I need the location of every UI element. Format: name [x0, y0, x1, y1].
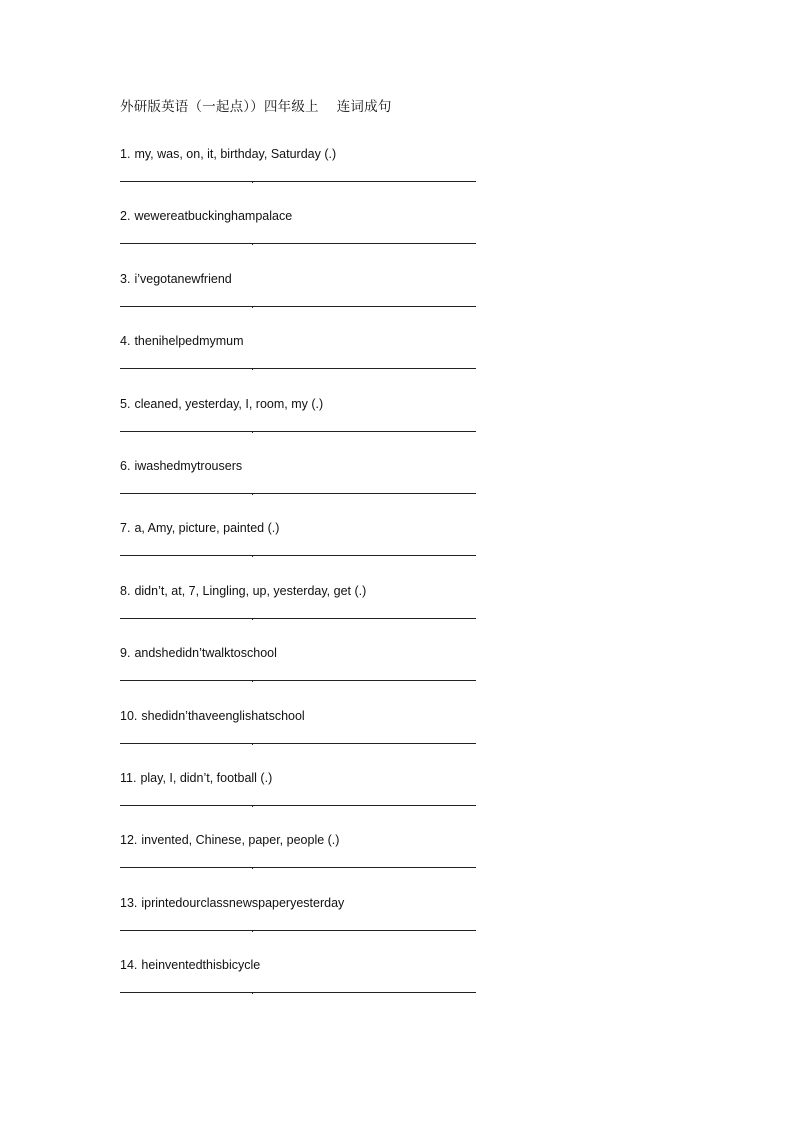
question-number: 11.	[120, 771, 137, 785]
line-tick	[252, 867, 253, 869]
question-words: a, Amy, picture, painted (.)	[134, 521, 280, 535]
line-tick	[252, 243, 253, 245]
question-text-row	[120, 957, 260, 973]
question-number: 5.	[120, 397, 131, 411]
question-text-row	[120, 832, 339, 848]
line-tick	[252, 368, 253, 370]
question-number: 1.	[120, 147, 131, 161]
answer-line[interactable]	[120, 930, 476, 931]
line-tick	[252, 493, 253, 495]
question-text-row	[120, 458, 242, 474]
question-words: iprintedourclassnewspaperyesterday	[141, 896, 345, 910]
line-tick	[252, 181, 253, 183]
question-item	[120, 520, 476, 570]
question-words: andshedidn’twalktoschool	[134, 646, 277, 660]
question-text-row	[120, 708, 305, 724]
worksheet-title: 外研版英语（一起点））四年级上 连词成句	[120, 99, 392, 115]
question-item	[120, 770, 476, 820]
line-tick	[252, 743, 253, 745]
answer-line[interactable]	[120, 618, 476, 619]
question-item	[120, 957, 476, 1007]
question-number: 10.	[120, 709, 138, 723]
answer-line[interactable]	[120, 181, 476, 182]
line-tick	[252, 680, 253, 682]
question-item	[120, 895, 476, 945]
question-words: cleaned, yesterday, I, room, my (.)	[134, 397, 324, 411]
line-tick	[252, 306, 253, 308]
question-text-row	[120, 333, 244, 349]
question-words: heinventedthisbicycle	[141, 958, 261, 972]
question-item	[120, 396, 476, 446]
question-number: 12.	[120, 833, 138, 847]
answer-line[interactable]	[120, 805, 476, 806]
question-words: play, I, didn’t, football (.)	[140, 771, 273, 785]
line-tick	[252, 992, 253, 994]
question-text-row	[120, 895, 344, 911]
line-tick	[252, 805, 253, 807]
line-tick	[252, 618, 253, 620]
question-text-row	[120, 396, 323, 412]
answer-line[interactable]	[120, 368, 476, 369]
question-number: 4.	[120, 334, 131, 348]
answer-line[interactable]	[120, 306, 476, 307]
question-words: wewereatbuckinghampalace	[134, 209, 293, 223]
answer-line[interactable]	[120, 867, 476, 868]
question-number: 7.	[120, 521, 131, 535]
line-tick	[252, 930, 253, 932]
question-item	[120, 458, 476, 508]
question-item	[120, 708, 476, 758]
question-text-row	[120, 271, 232, 287]
question-number: 9.	[120, 646, 131, 660]
question-text-row	[120, 645, 277, 661]
question-number: 2.	[120, 209, 131, 223]
question-number: 14.	[120, 958, 138, 972]
question-words: thenihelpedmymum	[134, 334, 244, 348]
question-item	[120, 583, 476, 633]
answer-line[interactable]	[120, 243, 476, 244]
question-words: invented, Chinese, paper, people (.)	[141, 833, 340, 847]
question-item	[120, 333, 476, 383]
answer-line[interactable]	[120, 555, 476, 556]
question-words: i’vegotanewfriend	[134, 272, 232, 286]
question-item	[120, 645, 476, 695]
question-text-row	[120, 208, 292, 224]
question-number: 6.	[120, 459, 131, 473]
question-text-row	[120, 146, 336, 162]
answer-line[interactable]	[120, 493, 476, 494]
question-number: 3.	[120, 272, 131, 286]
line-tick	[252, 431, 253, 433]
question-text-row	[120, 770, 272, 786]
answer-line[interactable]	[120, 680, 476, 681]
answer-line[interactable]	[120, 431, 476, 432]
question-text-row	[120, 583, 366, 599]
question-words: my, was, on, it, birthday, Saturday (.)	[134, 147, 337, 161]
answer-line[interactable]	[120, 743, 476, 744]
question-item	[120, 271, 476, 321]
question-words: iwashedmytrousers	[134, 459, 243, 473]
answer-line[interactable]	[120, 992, 476, 993]
question-item	[120, 208, 476, 258]
question-number: 13.	[120, 896, 138, 910]
question-words: didn’t, at, 7, Lingling, up, yesterday, get (.)	[134, 584, 367, 598]
question-text-row	[120, 520, 279, 536]
question-words: shedidn’thaveenglishatschool	[141, 709, 305, 723]
line-tick	[252, 555, 253, 557]
question-item	[120, 146, 476, 196]
question-item	[120, 832, 476, 882]
question-number: 8.	[120, 584, 131, 598]
